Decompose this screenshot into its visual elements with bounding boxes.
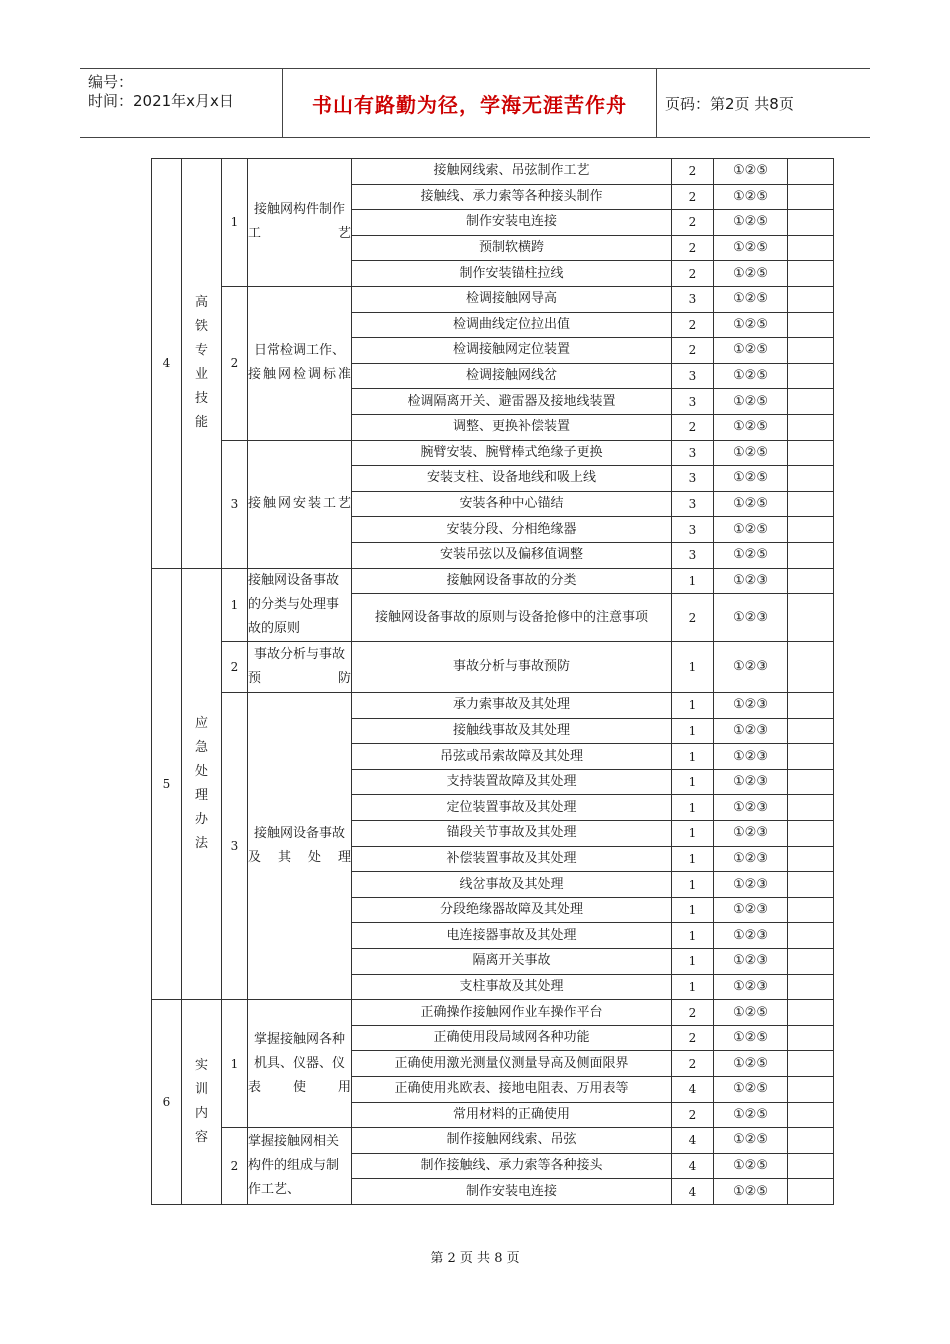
group-title: 掌握接触网相关构件的组成与制作工艺、 [248, 1128, 352, 1205]
item-hours: 1 [672, 744, 714, 770]
item-remark [788, 1000, 834, 1026]
group-number: 2 [222, 1128, 248, 1205]
item-methods: ①②③ [714, 594, 788, 642]
item-remark [788, 923, 834, 949]
page-label: 页码：第2页 共8页 [665, 94, 794, 113]
item-methods: ①②③ [714, 923, 788, 949]
item-methods: ①②⑤ [714, 1179, 788, 1205]
page-footer: 第 2 页 共 8 页 [430, 1251, 520, 1266]
item-content: 线岔事故及其处理 [352, 872, 672, 898]
item-content: 检调接触网定位装置 [352, 338, 672, 364]
item-methods: ①②③ [714, 693, 788, 719]
section-title [182, 568, 222, 1000]
page-header [80, 68, 870, 138]
item-remark [788, 718, 834, 744]
item-content: 锚段关节事故及其处理 [352, 821, 672, 847]
group-number: 2 [222, 286, 248, 440]
item-methods: ①②⑤ [714, 363, 788, 389]
section-title-text: 高铁专业技能 [194, 295, 208, 431]
item-hours: 1 [672, 568, 714, 594]
item-remark [788, 1102, 834, 1128]
section-title-text: 实训内容 [194, 1058, 208, 1146]
item-methods: ①②⑤ [714, 389, 788, 415]
table-row [152, 642, 834, 693]
item-methods: ①②⑤ [714, 312, 788, 338]
item-hours: 1 [672, 693, 714, 719]
item-remark [788, 389, 834, 415]
item-hours: 1 [672, 795, 714, 821]
item-remark [788, 235, 834, 261]
item-methods: ①②⑤ [714, 235, 788, 261]
item-remark [788, 846, 834, 872]
section-number: 6 [152, 1000, 182, 1205]
item-methods: ①②⑤ [714, 1025, 788, 1051]
item-remark [788, 363, 834, 389]
item-content: 制作安装电连接 [352, 210, 672, 236]
item-hours: 1 [672, 949, 714, 975]
item-hours: 1 [672, 821, 714, 847]
item-hours: 4 [672, 1179, 714, 1205]
section-number: 5 [152, 568, 182, 1000]
item-hours: 2 [672, 210, 714, 236]
table-row [152, 1000, 834, 1026]
item-content: 承力索事故及其处理 [352, 693, 672, 719]
item-remark [788, 1179, 834, 1205]
item-content: 隔离开关事故 [352, 949, 672, 975]
item-content: 检调隔离开关、避雷器及接地线装置 [352, 389, 672, 415]
item-methods: ①②⑤ [714, 159, 788, 185]
item-hours: 2 [672, 159, 714, 185]
item-remark [788, 466, 834, 492]
item-hours: 3 [672, 517, 714, 543]
group-title: 接触网设备事故的分类与处理事故的原则 [248, 568, 352, 642]
section-title-text: 应急处理办法 [194, 715, 208, 851]
item-methods: ①②⑤ [714, 184, 788, 210]
item-hours: 4 [672, 1153, 714, 1179]
group-title: 接触网设备事故及其处理 [248, 693, 352, 1000]
item-hours: 2 [672, 1051, 714, 1077]
item-remark [788, 210, 834, 236]
item-methods: ①②⑤ [714, 210, 788, 236]
item-content: 常用材料的正确使用 [352, 1102, 672, 1128]
item-content: 接触网设备事故的分类 [352, 568, 672, 594]
item-content: 预制软横跨 [352, 235, 672, 261]
item-content: 制作接触线、承力索等各种接头 [352, 1153, 672, 1179]
item-hours: 1 [672, 974, 714, 1000]
item-content: 制作接触网线索、吊弦 [352, 1128, 672, 1154]
item-hours: 1 [672, 846, 714, 872]
table-row [152, 1128, 834, 1154]
item-remark [788, 1051, 834, 1077]
group-number: 1 [222, 159, 248, 287]
item-content: 制作安装电连接 [352, 1179, 672, 1205]
item-methods: ①②③ [714, 846, 788, 872]
item-remark [788, 974, 834, 1000]
item-hours: 2 [672, 594, 714, 642]
item-remark [788, 795, 834, 821]
item-remark [788, 517, 834, 543]
table-row [152, 286, 834, 312]
item-content: 接触线事故及其处理 [352, 718, 672, 744]
item-remark [788, 897, 834, 923]
table-row [152, 693, 834, 719]
item-remark [788, 1128, 834, 1154]
item-remark [788, 542, 834, 568]
item-remark [788, 949, 834, 975]
group-number: 3 [222, 440, 248, 568]
group-title: 接触网构件制作工艺 [248, 159, 352, 287]
item-content: 电连接器事故及其处理 [352, 923, 672, 949]
item-methods: ①②③ [714, 872, 788, 898]
item-methods: ①②⑤ [714, 1128, 788, 1154]
item-content: 检调接触网线岔 [352, 363, 672, 389]
item-hours: 1 [672, 872, 714, 898]
item-remark [788, 568, 834, 594]
item-content: 事故分析与事故预防 [352, 642, 672, 693]
item-remark [788, 769, 834, 795]
item-remark [788, 184, 834, 210]
item-hours: 2 [672, 1025, 714, 1051]
item-methods: ①②③ [714, 568, 788, 594]
item-content: 定位装置事故及其处理 [352, 795, 672, 821]
item-hours: 1 [672, 769, 714, 795]
item-hours: 3 [672, 466, 714, 492]
item-methods: ①②⑤ [714, 517, 788, 543]
item-methods: ①②⑤ [714, 1153, 788, 1179]
item-content: 安装支柱、设备地线和吸上线 [352, 466, 672, 492]
item-hours: 1 [672, 718, 714, 744]
item-methods: ①②③ [714, 949, 788, 975]
item-remark [788, 1025, 834, 1051]
group-title: 接触网安装工艺 [248, 440, 352, 568]
item-content: 接触网线索、吊弦制作工艺 [352, 159, 672, 185]
section-title [182, 1000, 222, 1205]
item-methods: ①②⑤ [714, 491, 788, 517]
group-number: 3 [222, 693, 248, 1000]
item-hours: 1 [672, 642, 714, 693]
item-remark [788, 414, 834, 440]
item-content: 检调曲线定位拉出值 [352, 312, 672, 338]
group-number: 1 [222, 1000, 248, 1128]
item-methods: ①②③ [714, 795, 788, 821]
item-content: 接触线、承力索等各种接头制作 [352, 184, 672, 210]
item-methods: ①②⑤ [714, 466, 788, 492]
item-content: 制作安装锚柱拉线 [352, 261, 672, 287]
item-content: 补偿装置事故及其处理 [352, 846, 672, 872]
item-methods: ①②③ [714, 769, 788, 795]
item-hours: 3 [672, 286, 714, 312]
item-methods: ①②⑤ [714, 286, 788, 312]
item-content: 安装吊弦以及偏移值调整 [352, 542, 672, 568]
item-hours: 2 [672, 235, 714, 261]
item-remark [788, 159, 834, 185]
item-hours: 4 [672, 1128, 714, 1154]
item-methods: ①②③ [714, 974, 788, 1000]
item-content: 正确操作接触网作业车操作平台 [352, 1000, 672, 1026]
item-methods: ①②⑤ [714, 338, 788, 364]
item-methods: ①②③ [714, 897, 788, 923]
item-content: 正确使用激光测量仪测量导高及侧面限界 [352, 1051, 672, 1077]
group-number: 1 [222, 568, 248, 642]
section-title [182, 159, 222, 569]
header-left-cell [80, 69, 283, 137]
group-title: 掌握接触网各种机具、仪器、仪表使用 [248, 1000, 352, 1128]
item-content: 接触网设备事故的原则与设备抢修中的注意事项 [352, 594, 672, 642]
item-methods: ①②⑤ [714, 414, 788, 440]
item-hours: 2 [672, 414, 714, 440]
item-remark [788, 261, 834, 287]
item-remark [788, 642, 834, 693]
item-remark [788, 693, 834, 719]
item-content: 分段绝缘器故障及其处理 [352, 897, 672, 923]
item-content: 安装分段、分相绝缘器 [352, 517, 672, 543]
item-hours: 1 [672, 923, 714, 949]
item-hours: 2 [672, 338, 714, 364]
table-row [152, 159, 834, 185]
item-hours: 3 [672, 491, 714, 517]
item-hours: 2 [672, 184, 714, 210]
item-content: 支柱事故及其处理 [352, 974, 672, 1000]
number-label: 编号： [88, 73, 134, 91]
curriculum-table [151, 158, 834, 1205]
section-number: 4 [152, 159, 182, 569]
table-row [152, 568, 834, 594]
item-hours: 3 [672, 389, 714, 415]
item-hours: 2 [672, 1102, 714, 1128]
item-hours: 1 [672, 897, 714, 923]
item-remark [788, 744, 834, 770]
item-hours: 3 [672, 542, 714, 568]
item-remark [788, 1077, 834, 1103]
item-content: 调整、更换补偿装置 [352, 414, 672, 440]
item-content: 吊弦或吊索故障及其处理 [352, 744, 672, 770]
item-remark [788, 491, 834, 517]
item-methods: ①②③ [714, 718, 788, 744]
item-remark [788, 440, 834, 466]
group-title: 日常检调工作、接触网检调标准 [248, 286, 352, 440]
item-methods: ①②③ [714, 744, 788, 770]
item-remark [788, 872, 834, 898]
item-remark [788, 594, 834, 642]
item-remark [788, 1153, 834, 1179]
item-methods: ①②⑤ [714, 1051, 788, 1077]
item-methods: ①②⑤ [714, 1000, 788, 1026]
item-methods: ①②③ [714, 821, 788, 847]
item-hours: 2 [672, 1000, 714, 1026]
item-remark [788, 312, 834, 338]
item-methods: ①②⑤ [714, 542, 788, 568]
item-hours: 3 [672, 440, 714, 466]
item-content: 检调接触网导高 [352, 286, 672, 312]
item-content: 安装各种中心锚结 [352, 491, 672, 517]
group-title: 事故分析与事故预防 [248, 642, 352, 693]
time-label: 时间：2021年x月x日 [88, 92, 234, 110]
item-remark [788, 338, 834, 364]
item-methods: ①②⑤ [714, 440, 788, 466]
item-hours: 3 [672, 363, 714, 389]
item-content: 腕臂安装、腕臂棒式绝缘子更换 [352, 440, 672, 466]
item-methods: ①②⑤ [714, 1102, 788, 1128]
item-content: 支持装置故障及其处理 [352, 769, 672, 795]
item-methods: ①②③ [714, 642, 788, 693]
motto: 书山有路勤为径，学海无涯苦作舟 [283, 69, 657, 137]
item-remark [788, 821, 834, 847]
item-methods: ①②⑤ [714, 261, 788, 287]
item-remark [788, 286, 834, 312]
item-content: 正确使用段局域网各种功能 [352, 1025, 672, 1051]
table-row [152, 440, 834, 466]
item-content: 正确使用兆欧表、接地电阻表、万用表等 [352, 1077, 672, 1103]
item-hours: 4 [672, 1077, 714, 1103]
item-hours: 2 [672, 312, 714, 338]
item-methods: ①②⑤ [714, 1077, 788, 1103]
group-number: 2 [222, 642, 248, 693]
item-hours: 2 [672, 261, 714, 287]
